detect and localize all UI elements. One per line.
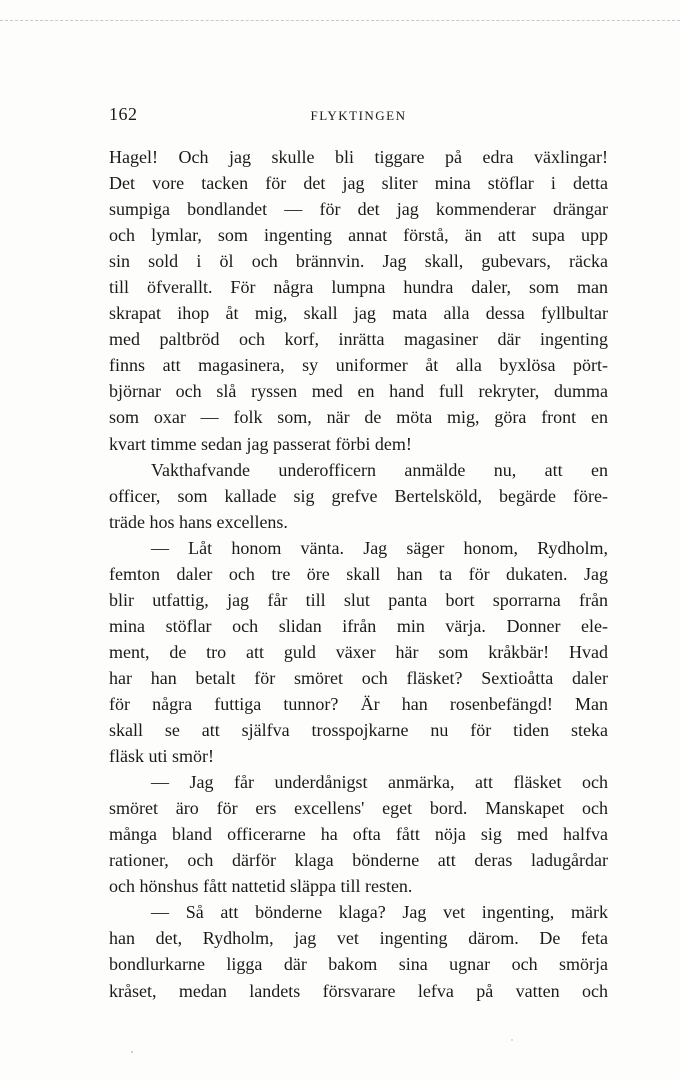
- text-line: skrapat ihop åt mig, skall jag mata alla dessa fyllbultar: [109, 303, 608, 324]
- text-line: Det vore tacken för det jag sliter mina stöflar i detta: [109, 173, 608, 194]
- text-line: smöret äro för ers excellens' eget bord. Manskapet och: [109, 798, 608, 819]
- text-line: kråset, medan landets försvarare lefva på vatten och: [109, 980, 608, 1001]
- text-line: och lymlar, som ingenting annat förstå, än att supa upp: [109, 225, 608, 246]
- top-scan-rule: [0, 20, 680, 21]
- text-line: har han betalt för smöret och fläsket? Sextioåtta daler: [109, 667, 608, 688]
- text-line: och hönshus fått nattetid släppa till resten.: [109, 876, 413, 897]
- text-line: skall se att själfva trosspojkarne nu för tiden steka: [109, 720, 608, 741]
- text-line: — Låt honom vänta. Jag säger honom, Rydholm,: [151, 537, 608, 558]
- text-line: med paltbröd och korf, inrätta magasiner där ingenting: [109, 329, 608, 350]
- text-line: som oxar — folk som, när de möta mig, göra front en: [109, 407, 608, 428]
- text-line: träde hos hans excellens.: [109, 511, 288, 532]
- text-line: många bland officerarne ha ofta fått nöja sig med halfva: [109, 824, 608, 845]
- page-header: [109, 104, 608, 126]
- text-line: sumpiga bondlandet — för det jag kommenderar drängar: [109, 199, 608, 220]
- text-line: bondlurkarne ligga där bakom sina ugnar och smörja: [109, 954, 608, 975]
- text-line: blir utfattig, jag får till slut panta bort sporrarna från: [109, 589, 608, 610]
- text-line: sin sold i öl och brännvin. Jag skall, gubevars, räcka: [109, 251, 608, 272]
- text-line: Vakthafvande underofficern anmälde nu, att en: [151, 459, 608, 480]
- text-line: — Jag får underdånigst anmärka, att fläsket och: [151, 772, 608, 793]
- text-line: officer, som kallade sig grefve Bertelsköld, begärde före-: [109, 485, 608, 506]
- text-line: — Så att bönderne klaga? Jag vet ingenting, märk: [151, 902, 608, 923]
- body-text: [109, 144, 608, 1004]
- text-line: björnar och slå ryssen med en hand full rekryter, dumma: [109, 381, 608, 402]
- text-line: mina stöflar och slidan ifrån min värja. Donner ele-: [109, 615, 608, 636]
- page-number: 162: [109, 104, 138, 124]
- running-title: FLYKTINGEN: [310, 108, 407, 123]
- text-line: fläsk uti smör!: [109, 746, 214, 767]
- text-line: till öfverallt. För några lumpna hundra daler, som man: [109, 277, 608, 298]
- text-line: för några futtiga tunnor? Är han rosenbefängd! Man: [109, 693, 608, 714]
- text-line: rationer, och därför klaga bönderne att deras ladugårdar: [109, 850, 608, 871]
- text-line: han det, Rydholm, jag vet ingenting därom. De feta: [109, 928, 608, 949]
- text-line: kvart timme sedan jag passerat förbi dem!: [109, 433, 412, 454]
- text-line: femton daler och tre öre skall han ta för dukaten. Jag: [109, 563, 608, 584]
- text-line: ment, de tro att guld växer här som kråkbär! Hvad: [109, 641, 608, 662]
- text-line: finns att magasinera, sy uniformer åt alla byxlösa pört-: [109, 355, 608, 376]
- text-line: Hagel! Och jag skulle bli tiggare på edra växlingar!: [109, 147, 608, 167]
